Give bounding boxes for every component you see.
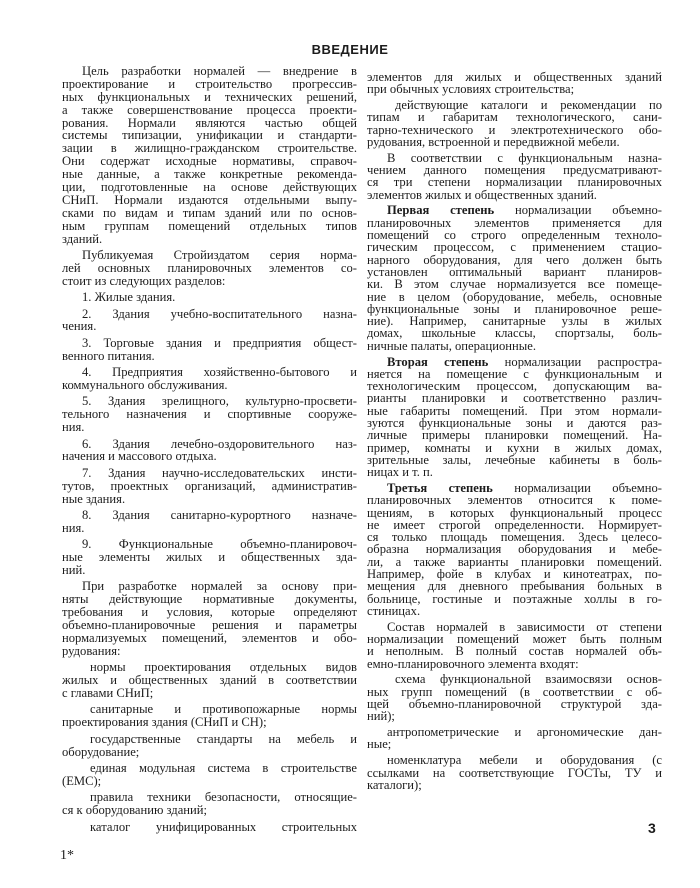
text-line xyxy=(62,275,357,288)
text-line xyxy=(367,726,662,738)
line-text: рудования, встроенной и передвижной мебели. xyxy=(367,134,620,149)
list-item xyxy=(62,308,357,334)
line-text: 4. Предприятия хозяйственно-бытового и xyxy=(82,365,357,380)
text-line xyxy=(367,466,662,478)
line-text: каталог унифицированных строительных xyxy=(90,819,357,834)
line-text: планировочных элементов применяется для xyxy=(367,215,662,230)
line-text: нормы проектирования отдельных видов xyxy=(90,660,357,675)
line-text: правила техники безопасности, относящие- xyxy=(90,790,357,805)
text-line xyxy=(62,220,357,233)
list-item xyxy=(367,726,662,751)
line-text: (ЕМС); xyxy=(62,773,102,788)
list-item xyxy=(367,71,662,96)
line-text: системы типизации, унификации и стандарти- xyxy=(62,128,357,143)
list-item xyxy=(62,791,357,817)
line-text: ли, а также варианты планировки помещений. xyxy=(367,554,662,569)
line-text: нормализуемых помещений, элементов и обо- xyxy=(62,631,357,646)
line-text: зданий. xyxy=(62,231,103,246)
text-line xyxy=(367,698,662,710)
paragraph xyxy=(62,580,357,657)
line-text: схема функциональной взаимосвязи основ- xyxy=(395,672,662,687)
line-text: личные примеры планировки помещений. На- xyxy=(367,428,662,443)
line-text: объемно-планировочные решения и параметры xyxy=(62,618,357,633)
paragraph xyxy=(367,152,662,201)
line-text: начения и массового отдыха. xyxy=(62,449,217,464)
text-line xyxy=(367,779,662,791)
text-line xyxy=(62,645,357,658)
list-item xyxy=(367,754,662,791)
line-text: Они содержат исходные нормативы, справоч- xyxy=(62,154,357,169)
paragraph xyxy=(62,65,357,245)
text-line xyxy=(367,136,662,148)
line-text: антропометрические и аргономические дан- xyxy=(387,725,662,740)
line-text: типам и габаритам технологического, сани- xyxy=(367,110,662,125)
line-text: и неполным. В полный состав нормалей объ- xyxy=(367,644,662,659)
list-item xyxy=(367,673,662,722)
list-item xyxy=(62,703,357,729)
line-text: 8. Здания санитарно-курортного назначе- xyxy=(82,508,357,522)
line-text: лей основных планировочных элементов со- xyxy=(62,260,357,275)
text-line xyxy=(62,421,357,434)
text-line xyxy=(62,450,357,463)
line-text: ние в целом (оборудование, мебель, основные xyxy=(367,289,662,304)
text-line xyxy=(62,551,357,564)
text-line xyxy=(367,605,662,617)
line-text: При разработке нормалей за основу при- xyxy=(82,579,357,594)
line-text: ции, подготовленные на основе действующих xyxy=(62,180,357,195)
list-item xyxy=(62,366,357,392)
line-text: действующие каталоги и рекомендации по xyxy=(395,98,662,113)
line-text: установлен оптимальный вариант планиров- xyxy=(367,264,662,279)
line-text: СНиП. Нормали издаются отдельными выпу- xyxy=(62,192,357,207)
line-text: элементов для жилых и общественных зданий xyxy=(367,70,662,84)
line-text: проектирования здания (СНиП и СН); xyxy=(62,715,267,730)
line-text: пример, комнаты и кухни в жилых домах, xyxy=(367,440,662,455)
line-text: нормализации распростра- xyxy=(488,354,662,369)
line-text: ся только площадь помещения. Здесь целесо- xyxy=(367,530,662,545)
line-text: ние). Например, санитарные узлы в жилых xyxy=(367,314,662,329)
right-column xyxy=(367,71,662,795)
text-line xyxy=(62,233,357,246)
text-line xyxy=(367,738,662,750)
list-item xyxy=(62,762,357,788)
text-line xyxy=(367,710,662,722)
line-text: 5. Здания зрелищного, культурно-просвети- xyxy=(82,394,357,409)
line-text: элементов жилых и общественных зданий. xyxy=(367,187,597,202)
line-text: нормализации объемно- xyxy=(492,481,662,495)
line-text: требования и условия, которые определяют xyxy=(62,605,357,620)
paragraph xyxy=(62,249,357,288)
line-text: сками по видам и типам зданий или по основ- xyxy=(62,205,357,220)
line-text: емно-планировочного элемента входят: xyxy=(367,656,579,671)
line-text: ные габариты помещений. При этом нормали- xyxy=(367,403,662,418)
list-item xyxy=(62,821,357,834)
line-text: рианты планировки и соответственно различ- xyxy=(367,391,662,406)
line-text: ки. В этом случае нормализуется все помеще- xyxy=(367,277,662,292)
page-number: 3 xyxy=(648,820,656,836)
line-text: государственные стандарты на мебель и xyxy=(90,731,357,746)
line-text: не имеет строгой определенности. Нормирует- xyxy=(367,517,662,532)
line-text: гическим процессом, с применением стацио- xyxy=(367,240,662,255)
line-text: нормализации помещений может быть полным xyxy=(367,632,662,647)
line-text: проектирование и строительство прогрессив- xyxy=(62,76,357,91)
list-item xyxy=(62,661,357,700)
line-text: ные данные, а также конкретные рекоменда- xyxy=(62,167,357,182)
line-text: зрительные залы, лечебные кабинеты в боль- xyxy=(367,452,662,467)
list-item xyxy=(62,395,357,434)
signature-mark: 1* xyxy=(60,848,74,863)
line-text: венного питания. xyxy=(62,348,155,363)
line-text: стоит из следующих разделов: xyxy=(62,273,226,288)
page-title: ВВЕДЕНИЕ xyxy=(311,42,389,57)
text-line xyxy=(62,522,357,535)
line-text: ные здания. xyxy=(62,491,126,506)
line-text: чением данного помещения предусматривают- xyxy=(367,163,662,178)
line-text: 2. Здания учебно-воспитательного назна- xyxy=(82,306,357,321)
line-text: зации в жилищно-гражданском строительстве. xyxy=(62,141,357,156)
line-text: чения. xyxy=(62,319,97,334)
line-text: няется на помещение с функциональным и xyxy=(367,366,662,381)
text-line xyxy=(62,379,357,392)
line-text: щей объемно-планировочной структурой зда- xyxy=(367,697,662,712)
line-text: жилых и общественных зданий в соответствии xyxy=(62,673,357,688)
text-line xyxy=(367,340,662,352)
line-text: с главами СНиП; xyxy=(62,686,154,701)
text-line xyxy=(62,775,357,788)
bold-lead-term: Вторая степень xyxy=(387,354,489,369)
line-text: ные элементы жилых и общественных зда- xyxy=(62,550,357,565)
paragraph xyxy=(367,356,662,479)
text-line xyxy=(62,320,357,333)
line-text: технологическим процессом, допускающим ва- xyxy=(367,379,662,394)
line-text: щениям, в которых функциональный процесс xyxy=(367,505,662,520)
line-text: ния. xyxy=(62,420,85,435)
text-line xyxy=(367,658,662,670)
line-text: тельного назначения и спортивные сооруже- xyxy=(62,407,357,422)
line-text: санитарные и противопожарные нормы xyxy=(90,702,357,717)
line-text: В соответствии с функциональным назна- xyxy=(387,150,662,165)
line-text: ных групп помещений (в соответствии с об- xyxy=(367,684,662,699)
line-text: помещений со строго определенным техноло- xyxy=(367,228,662,243)
paragraph xyxy=(367,204,662,352)
text-line xyxy=(62,804,357,817)
text-line xyxy=(62,493,357,506)
line-text: нарного оборудования, для чего должен быть xyxy=(367,252,662,267)
line-text: Цель разработки нормалей — внедрение в xyxy=(82,64,357,78)
line-text: 6. Здания лечебно-оздоровительного наз- xyxy=(82,436,357,451)
list-item xyxy=(62,337,357,363)
text-line xyxy=(367,83,662,95)
text-line xyxy=(62,291,357,304)
text-line xyxy=(62,716,357,729)
line-text: домах, школьные классы, спортзалы, боль- xyxy=(367,326,662,341)
text-line xyxy=(62,762,357,775)
line-text: няты действующие нормативные документы, xyxy=(62,592,357,607)
line-text: ных функциональных и технических решений, xyxy=(62,89,357,104)
line-text: мещения для дневного пребывания больных в xyxy=(367,579,662,594)
line-text: Публикуемая Стройиздатом серия норма- xyxy=(82,247,357,262)
line-text: ным группам помещений отдельных типов xyxy=(62,218,357,233)
list-item xyxy=(367,99,662,148)
line-text: тутов, проектных организаций, административ- xyxy=(62,478,357,493)
line-text: ся к оборудованию зданий; xyxy=(62,803,208,818)
list-item xyxy=(62,509,357,535)
paragraph xyxy=(367,482,662,617)
line-text: ний. xyxy=(62,563,86,578)
text-line xyxy=(62,821,357,834)
paragraph xyxy=(367,621,662,670)
list-item xyxy=(62,538,357,577)
bold-lead-term: Первая степень xyxy=(387,203,495,218)
text-line xyxy=(62,509,357,522)
line-text: стиницах. xyxy=(367,603,421,618)
list-item xyxy=(62,291,357,304)
line-text: коммунального обслуживания. xyxy=(62,377,228,392)
text-line xyxy=(367,189,662,201)
line-text: тарно-технического и электротехнического обо- xyxy=(367,122,662,137)
line-text: нормализации объемно- xyxy=(494,203,663,218)
bold-lead-term: Третья степень xyxy=(387,481,493,495)
line-text: ные; xyxy=(367,737,392,752)
text-line xyxy=(62,350,357,363)
line-text: при обычных условиях строительства; xyxy=(367,82,575,97)
line-text: 7. Здания научно-исследовательских инсти- xyxy=(82,465,357,480)
line-text: ния. xyxy=(62,520,85,535)
line-text: ний); xyxy=(367,709,395,724)
line-text: ничные палаты, операционные. xyxy=(367,338,536,353)
line-text: функциональные зоны и планировочное реше- xyxy=(367,301,662,316)
text-line xyxy=(62,746,357,759)
list-item xyxy=(62,438,357,464)
line-text: зуются функциональные зоны и даются раз- xyxy=(367,416,662,431)
line-text: ссылками на соответствующие ГОСТы, ТУ и xyxy=(367,765,662,780)
line-text: Например, фойе в клубах и кинотеатрах, по- xyxy=(367,567,662,582)
line-text: 1. Жилые здания. xyxy=(82,290,176,305)
text-line xyxy=(62,564,357,577)
line-text: больнице, гостиные и поэтажные холлы в го- xyxy=(367,591,662,606)
line-text: 9. Функциональные объемно-планировоч- xyxy=(82,537,357,552)
line-text: Состав нормалей в зависимости от степени xyxy=(387,619,662,634)
line-text: единая модульная система в строительстве xyxy=(90,761,357,776)
list-item xyxy=(62,733,357,759)
line-text: образна нормализация оборудования и мебе- xyxy=(367,542,662,557)
left-column xyxy=(62,65,357,837)
line-text: каталоги); xyxy=(367,777,422,792)
line-text: рудования: xyxy=(62,643,121,658)
line-text: оборудование; xyxy=(62,744,140,759)
line-text: ся три степени нормализации планировочных xyxy=(367,175,662,190)
list-item xyxy=(62,467,357,506)
line-text: ницах и т. п. xyxy=(367,465,433,480)
line-text: планировочных элементов относится к поме- xyxy=(367,493,662,508)
line-text: а также совершенствование процесса проекти- xyxy=(62,102,357,117)
text-line xyxy=(62,408,357,421)
text-line xyxy=(62,687,357,700)
text-line xyxy=(62,308,357,321)
line-text: рования. Нормали являются частью общей xyxy=(62,115,357,130)
line-text: номенклатура мебели и оборудования (с xyxy=(387,753,662,768)
line-text: 3. Торговые здания и предприятия общест- xyxy=(82,335,357,350)
